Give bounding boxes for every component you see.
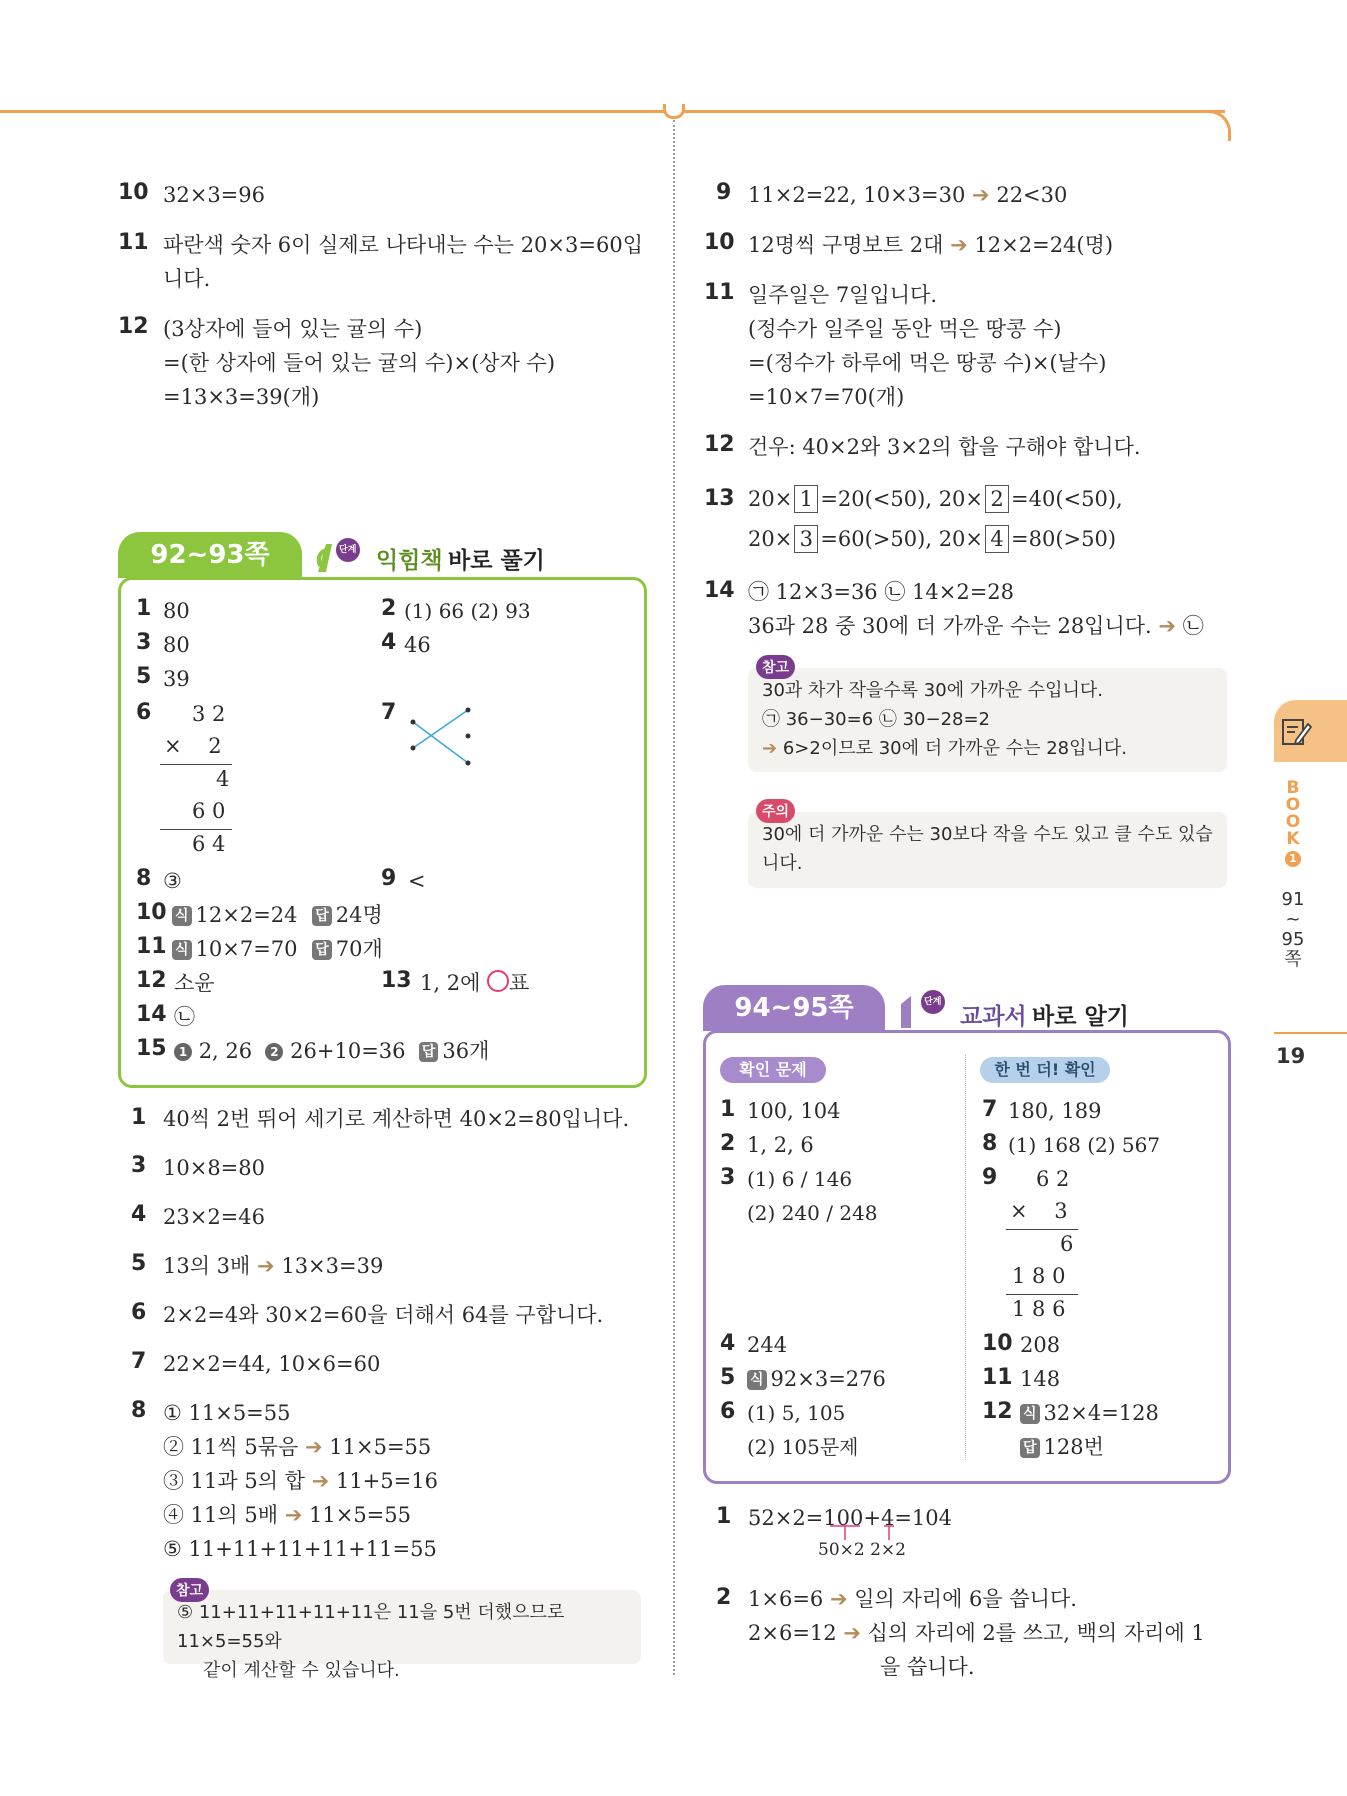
answer-number: 12 [136,968,167,993]
reference-badge: 참고 [170,1578,209,1602]
arrow-right-icon: ➔ [304,1435,323,1459]
solution-part: 11×5=55 [329,1435,432,1459]
item-part: 20× [748,527,793,551]
mult-row: 3 2 [192,702,226,726]
solution-text: 을 씁니다. [880,1655,975,1679]
mult-row: 1 8 6 [1012,1297,1066,1321]
range-tilde: ~ [1285,909,1301,930]
answer-number: 7 [381,700,397,725]
circle-mark-icon [487,970,509,992]
top-border-line [0,110,1225,113]
arrow-right-icon: ➔ [762,738,778,759]
book-letter: O [1285,795,1301,815]
mult-row: 1 8 0 [1012,1264,1066,1288]
answer-value: 36개 [442,1039,490,1063]
book-letter: K [1286,829,1300,849]
answer-number: 13 [381,968,412,993]
solution-number: 4 [131,1202,147,1227]
answer-suffix: 표 [509,971,530,995]
answer-tag: 답 [1020,1438,1040,1458]
answer-value: 2, 26 [198,1039,253,1063]
item-part: =40(<50), [1011,487,1123,511]
note-line: 6>2이므로 30에 더 가까운 수는 28입니다. [782,738,1127,759]
solution-number: 1 [716,1504,732,1529]
answer-text: 46 [404,633,431,657]
answer-text: 80 [163,633,190,657]
item-text: (3상자에 들어 있는 귤의 수) [163,317,423,341]
item-text: =(한 상자에 들어 있는 귤의 수)×(상자 수) [163,351,556,375]
answer-number: 5 [720,1365,736,1390]
answer-tag: 답 [419,1042,439,1062]
answer-number: 1 [136,596,152,621]
answer-text [174,1034,489,1068]
solution-part: 십의 자리에 2를 쓰고, 백의 자리에 1 [867,1621,1205,1645]
note-line: 같이 계산할 수 있습니다. [203,1660,400,1681]
solution-part: 2×6=12 [748,1621,837,1645]
item-number: 14 [704,578,735,603]
item-text: 파란색 숫자 6이 실제로 나타내는 수는 20×3=60입 [163,233,643,257]
answer-text: 244 [747,1333,788,1357]
item-text: 32×3=96 [163,183,265,207]
step-badge: 단계 [924,997,942,1007]
note-line: ⑤ 11+11+11+11+11은 11을 5번 더했으므로 11×5=55와 [177,1602,565,1652]
note-line: 니다. [762,853,803,874]
item-part: 11×2=22, 10×3=30 [748,183,966,207]
arrow-right-icon: ➔ [972,183,990,207]
item-number: 11 [704,280,735,305]
answer-text: < [408,869,426,893]
answer-number: 3 [136,630,152,655]
answer-box: 4 [985,525,1009,553]
answer-number: 12 [982,1399,1013,1424]
item-part: =60(>50), 20× [820,527,984,551]
answer-number: 15 [136,1036,167,1061]
answer-text [420,966,529,1000]
answer-text: 148 [1020,1367,1061,1391]
item-part: =80(>50) [1011,527,1117,551]
solution-part: 11×5=55 [309,1503,411,1527]
solution-part: ② 11씩 5묶음 [163,1435,299,1459]
item-number: 13 [704,486,735,511]
solution-text: 52×2=100+4=104 [748,1506,952,1530]
answer-text [747,1362,886,1396]
answer-number: 1 [720,1097,736,1122]
item-text: 건우: 40×2와 3×2의 합을 구해야 합니다. [748,435,1141,459]
top-border-notch [663,104,685,119]
answer-text: 소윤 [174,971,215,995]
answer-number: 11 [136,934,167,959]
item-text: 일주일은 7일입니다. [748,283,937,307]
solution-text [163,1249,383,1283]
solution-text [163,1498,411,1532]
solution-text: 22×2=44, 10×6=60 [163,1352,381,1376]
item-number: 12 [704,432,735,457]
mult-row: 4 [216,767,230,791]
panel-title-sub: 바로 풀기 [448,548,545,574]
answer-number: 10 [136,900,167,925]
formula-tag: 식 [1020,1404,1040,1424]
mult-row: × 2 [164,734,222,758]
mult-row: 6 4 [192,832,226,856]
range-start: 91 [1281,889,1305,910]
answer-text [1020,1396,1159,1430]
answer-value: 1, 2에 [420,971,481,995]
answer-value: 128번 [1043,1435,1104,1459]
top-border-corner [1200,110,1231,141]
panel-step-icon [895,988,947,1030]
book-letter: B [1286,778,1300,798]
answer-value: 70개 [335,937,383,961]
formula: 10×7=70 [195,937,298,961]
answer-text: (1) 5, 105 [747,1401,846,1425]
answer-text: 1, 2, 6 [747,1133,814,1157]
answer-number: 4 [720,1331,736,1356]
answer-number: 2 [381,596,397,621]
answer-box: 1 [794,485,818,513]
solution-text: ① 11×5=55 [163,1401,291,1425]
formula-tag: 식 [172,940,192,960]
answer-box: 3 [794,525,818,553]
solution-number: 7 [131,1349,147,1374]
arrow-right-icon: ➔ [257,1254,275,1278]
answer-number: 4 [381,630,397,655]
item-number: 10 [118,180,149,205]
item-part: =20(<50), 20× [820,487,984,511]
page-number: 19 [1276,1044,1306,1068]
answer-number: 10 [982,1331,1013,1356]
note-line: 30에 더 가까운 수는 30보다 작을 수도 있고 클 수도 있습 [762,824,1213,845]
book-number-badge: 1 [1285,851,1301,867]
matching-lines-diagram [405,700,475,770]
step-number-icon: 2 [265,1043,283,1061]
page-number-rule [1274,1032,1347,1034]
item-text [748,228,1113,262]
panel-title-main: 익힘책 [376,548,443,574]
answer-number: 9 [982,1165,998,1190]
answer-text: (1) 168 (2) 567 [1008,1133,1161,1157]
solution-text: 10×8=80 [163,1156,265,1180]
book-label [1284,780,1302,867]
solution-text [748,1616,1205,1650]
mult-row: 6 [1060,1232,1074,1256]
item-number: 11 [118,230,149,255]
answer-number: 8 [982,1131,998,1156]
answer-tag: 답 [312,940,332,960]
answer-tag: 답 [312,906,332,926]
item-text: =13×3=39(개) [163,385,320,409]
solution-number: 8 [131,1398,147,1423]
arrow-right-icon: ➔ [284,1503,303,1527]
solution-number: 3 [131,1153,147,1178]
caution-note [748,812,1227,888]
formula: 12×2=24 [195,903,298,927]
answer-box: 2 [985,485,1009,513]
solution-text: 40씩 2번 뛰어 세기로 계산하면 40×2=80입니다. [163,1107,630,1131]
answer-number: 7 [982,1097,998,1122]
mult-row: 6 0 [192,799,226,823]
step-badge: 단계 [339,545,357,555]
formula: 32×4=128 [1043,1401,1159,1425]
pill-check-problem: 확인 문제 [720,1057,826,1083]
answer-text: ③ [163,869,182,893]
page-range-label [1276,890,1310,970]
book-letter: O [1285,812,1301,832]
answer-text [1020,1430,1104,1464]
arrow-right-icon: ➔ [843,1621,861,1645]
answer-number: 2 [720,1131,736,1156]
answer-number: 14 [136,1002,167,1027]
solution-part: 11+5=16 [335,1469,438,1493]
range-unit: 쪽 [1284,949,1302,970]
solution-number: 5 [131,1251,147,1276]
item-part: 36과 28 중 30에 더 가까운 수는 28입니다. [748,614,1152,638]
answer-text: 208 [1020,1333,1061,1357]
range-end: 95 [1281,929,1305,950]
solution-number: 1 [131,1105,147,1130]
item-text: (정수가 일주일 동안 먹은 땅콩 수) [748,317,1062,341]
solution-number: 2 [716,1585,732,1610]
answer-number: 8 [136,866,152,891]
solution-part: ③ 11과 5의 합 [163,1469,305,1493]
panel-tab-94-95: 94~95쪽 [703,985,885,1031]
item-part: ㉡ [1182,614,1204,638]
solution-part: 일의 자리에 6을 씁니다. [854,1587,1077,1611]
answer-value: 24명 [335,903,383,927]
answer-text: (2) 240 / 248 [747,1201,878,1225]
answer-number: 9 [381,866,397,891]
solution-part: ④ 11의 5배 [163,1503,279,1527]
answer-text: (2) 105문제 [747,1435,859,1459]
reference-badge: 참고 [756,655,795,679]
column-divider [673,120,675,1675]
item-part: 12명씩 구명보트 2대 [748,233,944,257]
answer-text: 180, 189 [1008,1099,1102,1123]
answer-text: 100, 104 [747,1099,841,1123]
solution-text: 2×2=4와 30×2=60을 더해서 64를 구합니다. [163,1303,604,1327]
caution-badge: 주의 [756,799,795,823]
answer-text: 80 [163,599,190,623]
solution-text: ⑤ 11+11+11+11+11=55 [163,1537,437,1561]
mult-row: × 3 [1010,1199,1068,1223]
solution-text: 23×2=46 [163,1205,265,1229]
panel-divider [965,1055,966,1460]
answer-number: 6 [136,700,152,725]
mult-row: 6 2 [1036,1167,1070,1191]
side-tab [1274,700,1347,762]
answer-text: ㉡ [174,1005,195,1029]
item-text: ㉠ 12×3=36 ㉡ 14×2=28 [748,580,1015,604]
item-number: 12 [118,314,149,339]
arrow-right-icon: ➔ [829,1587,848,1611]
answer-value: 26+10=36 [290,1039,406,1063]
solution-text [748,1582,1077,1616]
solution-text [163,1464,438,1498]
step-number-icon: 1 [174,1043,192,1061]
reference-note [163,1590,641,1681]
note-line: ㉠ 36−30=6 ㉡ 30−28=2 [762,709,991,730]
item-part: 12×2=24(명) [974,233,1114,257]
item-text: =10×7=70(개) [748,385,905,409]
formula-tag: 식 [172,906,192,926]
solution-part: 1×6=6 [748,1587,824,1611]
arrow-right-icon: ➔ [950,233,968,257]
item-part: 20× [748,487,793,511]
item-text [748,522,1116,556]
arrow-right-icon: ➔ [311,1469,330,1493]
item-text [748,178,1067,212]
item-text [748,482,1123,516]
pill-check-again: 한 번 더! 확인 [980,1057,1110,1083]
answer-text [172,898,383,932]
item-text: =(정수가 하루에 먹은 땅콩 수)×(날수) [748,351,1107,375]
answer-text: 39 [163,667,190,691]
arrow-right-icon: ➔ [1158,614,1177,638]
answer-number: 5 [136,664,152,689]
formula-tag: 식 [747,1370,767,1390]
reference-note [748,668,1227,772]
solution-part: 13×3=39 [281,1254,384,1278]
answer-number: 6 [720,1399,736,1424]
item-text [748,609,1204,643]
panel-step-icon [312,536,364,576]
item-number: 10 [704,230,735,255]
solution-text [163,1430,431,1464]
note-pencil-icon [1280,716,1312,748]
panel-title-main: 교과서 [960,1004,1027,1030]
panel-title-sub: 바로 알기 [1032,1004,1129,1030]
solution-number: 6 [131,1300,147,1325]
panel-tab-92-93: 92~93쪽 [118,532,302,578]
item-number: 9 [716,180,732,205]
answer-number: 3 [720,1165,736,1190]
solution-part: 13의 3배 [163,1254,251,1278]
item-text: 니다. [163,267,211,291]
note-line: 30과 차가 작을수록 30에 가까운 수입니다. [762,680,1103,701]
item-part: 22<30 [996,183,1068,207]
answer-text: (1) 6 / 146 [747,1167,853,1191]
solution-subtext: 50×2 2×2 [818,1540,906,1560]
answer-text [172,932,383,966]
answer-number: 11 [982,1365,1013,1390]
formula: 92×3=276 [770,1367,886,1391]
answer-text: (1) 66 (2) 93 [404,599,531,623]
